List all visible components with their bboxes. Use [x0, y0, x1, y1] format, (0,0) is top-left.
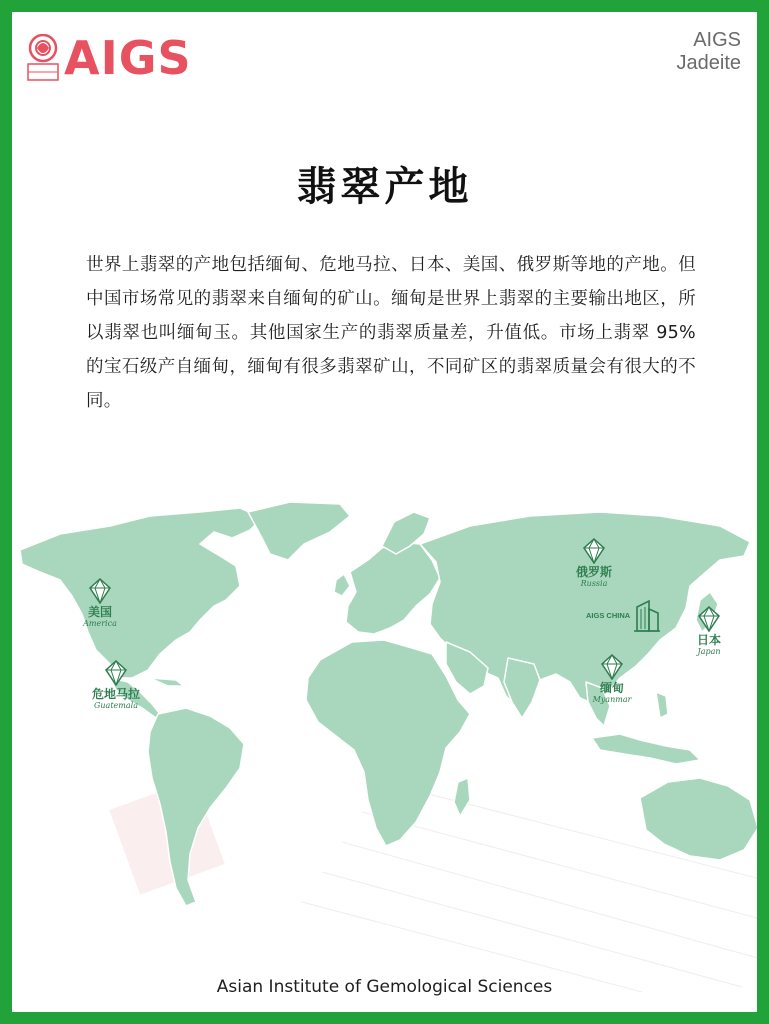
greenland-land — [248, 502, 350, 560]
gem-icon — [698, 606, 720, 632]
south-america-land — [148, 708, 244, 906]
marker-russia-zh: 俄罗斯 — [575, 565, 612, 579]
gem-icon — [601, 654, 623, 680]
aigs-china-label: AIGS CHINA — [586, 610, 631, 620]
gem-icon — [583, 538, 605, 564]
marker-japan-zh: 日本 — [696, 633, 721, 647]
marker-japan — [684, 606, 734, 657]
marker-america-zh: 美国 — [87, 605, 112, 619]
logo-seal-icon — [26, 34, 60, 82]
marker-guatemala-en: Guatemala — [94, 701, 138, 710]
marker-guatemala-zh: 危地马拉 — [91, 687, 140, 701]
gem-icon — [105, 660, 127, 686]
australia-land — [640, 778, 758, 860]
intro-paragraph: 世界上翡翠的产地包括缅甸、危地马拉、日本、美国、俄罗斯等地的产地。但中国市场常见的翡翠来自缅甸的矿山。缅甸是世界上翡翠的主要输出地区，所以翡翠也叫缅甸玉。其他国家生产的翡翠质量差，升值低。市场上翡翠 95% 的宝石级产自缅甸，缅甸有很多翡翠矿山，不同矿区的翡翠质量会有很大的不同。 — [86, 255, 696, 411]
marker-america — [70, 578, 130, 629]
marker-america-en: America — [83, 619, 117, 628]
india-land — [504, 658, 540, 718]
marker-myanmar-zh: 缅甸 — [599, 681, 624, 695]
aigs-logo — [26, 31, 192, 85]
brand-label — [677, 29, 742, 75]
uk-land — [334, 574, 350, 596]
north-america-land — [20, 508, 262, 678]
brand-line-jadeite: Jadeite — [676, 52, 741, 74]
gem-icon — [89, 578, 111, 604]
marker-japan-en: Japan — [697, 647, 721, 656]
brand-line-aigs: AIGS — [693, 29, 741, 51]
africa-land — [306, 640, 470, 846]
logo-wordmark: AIGS — [64, 31, 192, 85]
page-title: 翡翠产地 — [296, 163, 473, 210]
indonesia-land — [592, 734, 700, 764]
madagascar-land — [454, 778, 470, 816]
new-zealand-land — [760, 860, 768, 882]
building-icon — [633, 597, 661, 633]
footer-institute-name: Asian Institute of Gemological Sciences — [216, 977, 553, 997]
aigs-china-marker — [586, 597, 661, 633]
europe-land — [346, 542, 440, 634]
marker-russia-en: Russia — [580, 579, 608, 588]
marker-russia — [564, 538, 624, 589]
world-map — [0, 482, 769, 1002]
marker-guatemala — [74, 660, 158, 711]
marker-myanmar — [582, 654, 642, 705]
marker-myanmar-en: Myanmar — [592, 695, 632, 704]
philippines-land — [656, 692, 668, 718]
